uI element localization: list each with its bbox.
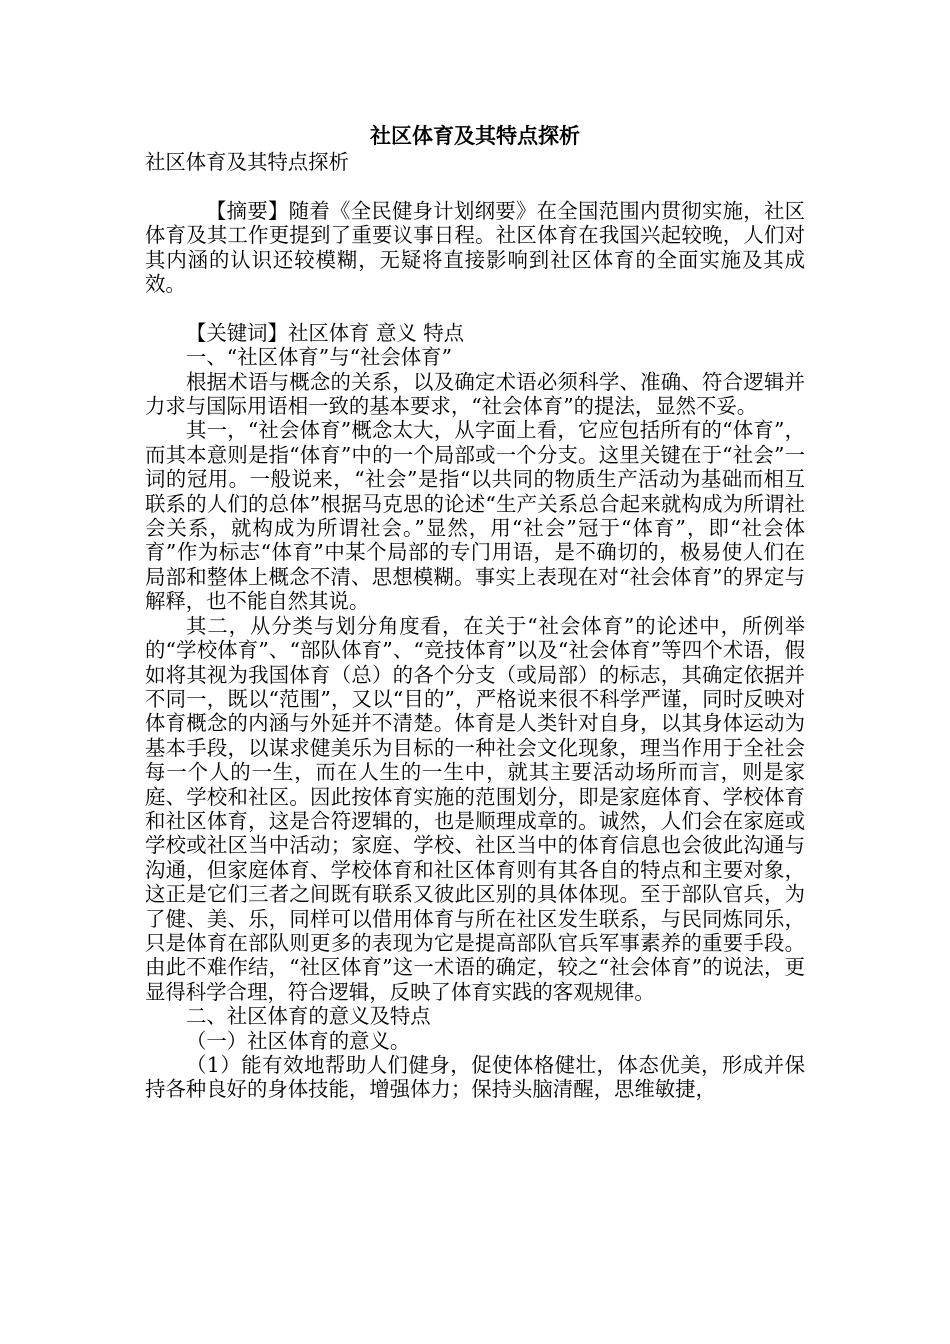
document-title: 社区体育及其特点探析	[370, 123, 580, 148]
body-paragraph-1: 根据术语与概念的关系，以及确定术语必须科学、准确、符合逻辑并力求与国际用语相一致的基本要求，“社会体育”的提法，显然不妥。	[145, 369, 805, 419]
body-paragraph-3: 其二，从分类与划分角度看，在关于“社会体育”的论述中，所例举的“学校体育”、“部队体育”、“竞技体育”以及“社会体育”等四个术语，假如将其视为我国体育（总）的各个分支（或局部）的标志，其确定依据并不同一，既以“范围”，又以“目的”，严格说来很不科学严谨，同时反映对体育概念的内涵与外延并不清楚。体育是人类针对自身，以其身体运动为基本手段，以谋求健美乐为目标的一种社会文化现象，理当作用于全社会每一个人的一生，而在人生的一生中，就其主要活动场所而言，则是家庭、学校和社区。因此按体育实施的范围划分，即是家庭体育、学校体育和社区体育，这是合符逻辑的，也是顺理成章的。诚然，人们会在家庭或学校或社区当中活动；家庭、学校、社区当中的体育信息也会彼此沟通与沟通，但家庭体育、学校体育和社区体育则有其各自的特点和主要对象，这正是它们三者之间既有联系又彼此区别的具体体现。至于部队官兵，为了健、美、乐，同样可以借用体育与所在社区发生联系，与民同炼同乐，只是体育在部队则更多的表现为它是提高部队官兵军事素养的重要手段。由此不难作结，“社区体育”这一术语的确定，较之“社会体育”的说法，更显得科学合理，符合逻辑，反映了体育实践的客观规律。	[145, 613, 805, 1004]
document-subtitle: 社区体育及其特点探析	[145, 150, 349, 174]
section-heading-1: 一、“社区体育”与“社会体育”	[186, 345, 452, 370]
body-paragraph-2: 其一，“社会体育”概念太大，从字面上看，它应包括所有的“体育”，而其本意则是指“体育”中的一个局部或一个分支。这里关键在于“社会”一词的冠用。一般说来，“社会”是指“以共同的物质生产活动为基础而相互联系的人们的总体”根据马克思的论述“生产关系总合起来就构成为所谓社会关系，就构成为所谓社会。”显然，用“社会”冠于“体育”，即“社会体育”作为标志“体育”中某个局部的专门用语，是不确切的，极易使人们在局部和整体上概念不清、思想模糊。事实上表现在对“社会体育”的界定与解释，也不能自然其说。	[145, 418, 805, 614]
blank-line	[145, 174, 805, 198]
document-body	[145, 150, 805, 1102]
subsection-heading-2-1: （一）社区体育的意义。	[186, 1028, 411, 1053]
keywords-line: 【关键词】社区体育 意义 特点	[186, 320, 465, 345]
section-heading-2: 二、社区体育的意义及特点	[186, 1004, 431, 1029]
body-paragraph-4: （1）能有效地帮助人们健身，促使体格健壮，体态优美，形成并保持各种良好的身体技能，增强体力；保持头脑清醒，思维敏捷，	[145, 1053, 805, 1102]
abstract-paragraph: 【摘要】随着《全民健身计划纲要》在全国范围内贯彻实施，社区体育及其工作更提到了重要议事日程。社区体育在我国兴起较晚，人们对其内涵的认识还较模糊，无疑将直接影响到社区体育的全面实施及其成效。	[145, 198, 805, 297]
blank-line	[145, 296, 805, 320]
